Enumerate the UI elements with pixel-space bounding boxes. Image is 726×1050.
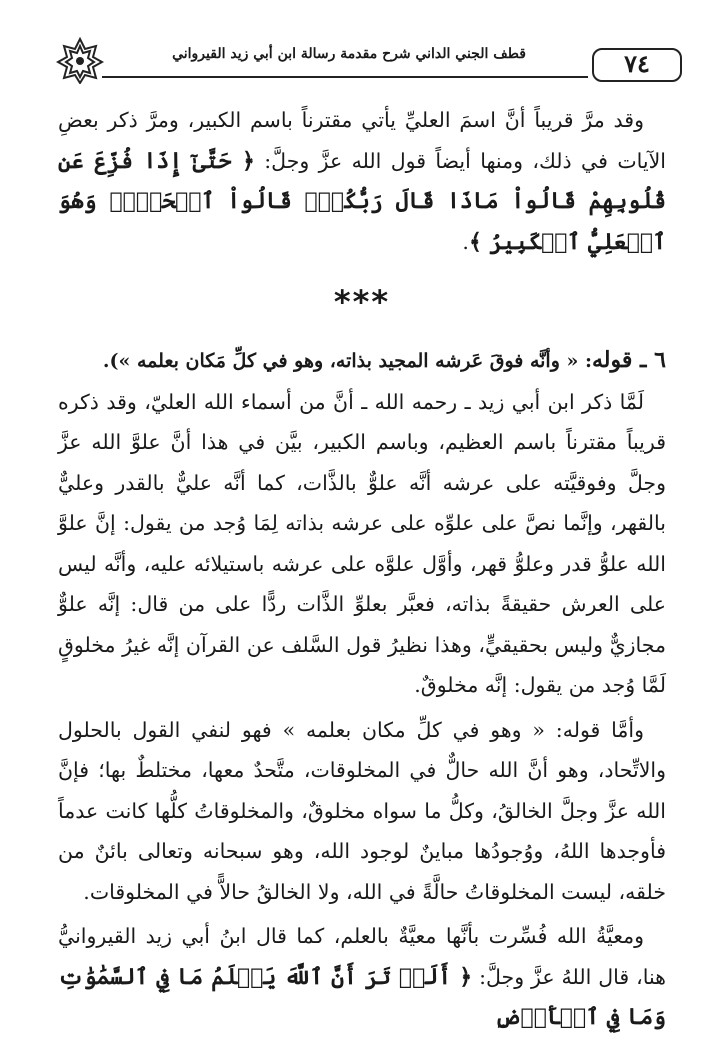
section-heading xyxy=(58,340,666,382)
paragraph-maiyya xyxy=(58,916,666,1038)
page-header xyxy=(56,36,682,86)
heading-label: ٦ ـ قوله xyxy=(592,347,666,373)
book-title: قطف الجني الداني شرح مقدمة رسالة ابن أبي زيد القيرواني xyxy=(172,46,526,62)
page-body xyxy=(58,100,666,1038)
paragraph-text: وقد مرَّ قريباً أنَّ اسمَ العليِّ يأتي مقترناً باسم الكبير، ومرَّ ذكر بعضِ الآيات في ذلك، ومنها أيضاً قول الله عزَّ وجلَّ: xyxy=(58,108,666,173)
quran-verse: ﴿ أَلَمۡ تَرَ أَنَّ ٱللَّهَ يَعۡلَمُ مَا فِي ٱلسَّمَٰوَٰتِ وَمَا فِي ٱلۡأَرۡضِ xyxy=(58,963,666,1030)
paragraph-text: ومعيَّةُ الله فُسِّرت بأنَّها معيَّةٌ بالعلم، كما قال ابنُ أبي زيد القيروانيُّ هنا، قال اللهُ عزَّ وجلَّ: xyxy=(58,924,666,989)
heading-quote: : « وأنَّه فوقَ عَرشه المجيد بذاته، وهو في كلِّ مَكان بعلمه »). xyxy=(102,350,593,372)
star-ornament-icon xyxy=(56,36,104,84)
section-separator: *** xyxy=(333,283,391,321)
header-divider xyxy=(102,76,588,78)
paragraph-end: . xyxy=(462,229,469,254)
quran-verse: ﴿ حَتَّىٰٓ إِذَا فُزِّعَ عَن قُلُوبِهِمْ قَالُواْ مَاذَا قَالَ رَبُّكُمْۖ قَالُواْ ٱلۡحَقَّۖ وَهُوَ ٱلۡعَلِيُّ ٱلۡكَبِيرُ ﴾ xyxy=(58,147,666,255)
paragraph-explanation: لَمَّا ذكر ابن أبي زيد ـ رحمه الله ـ أنَّ من أسماء الله العليّ، وقد ذكره قريباً مقترناً باسم العظيم، وباسم الكبير، بيَّن في هذا أنَّ علوَّ الله عزَّ وجلَّ وفوقيَّته على عرشه أنَّه علوٌّ بالذَّات، كما أنَّه عليٌّ بالقدر وعليٌّ بالقهر، وإنَّما نصَّ على علوِّه على عرشه بذاته لِمَا وُجد من يقول: إنَّ علوَّ الله علوُّ قدر وعلوُّ قهر، وأوَّل علوَّه على عرشه باستيلائه عليه، وأنَّه ليس على العرش حقيقةً بذاته، فعبَّر بعلوِّ الذَّات ردًّا على من قال: إنَّه علوٌّ مجازيٌّ وليس بحقيقيٍّ، وهذا نظيرُ قول السَّلف عن القرآن إنَّه غيرُ مخلوقٍ لَمَّا وُجد من يقول: إنَّه مخلوقٌ. xyxy=(58,389,666,697)
paragraph-intro xyxy=(58,100,666,262)
page-number: ٧٤ xyxy=(592,48,682,82)
paragraph-hulul: وأمَّا قوله: « وهو في كلِّ مكان بعلمه » فهو لنفي القول بالحلول والاتِّحاد، وهو أنَّ الله حالٌّ في المخلوقات، متَّحدٌ معها، مختلطٌ بها؛ فإنَّ الله عزَّ وجلَّ الخالقُ، وكلُّ ما سواه مخلوقٌ، والمخلوقاتُ كلُّها كانت عدماً فأوجدها اللهُ، ووُجودُها مباينٌ لوجود الله، وهو سبحانه وتعالى بائنٌ من خلقه، ليست المخلوقاتُ حالَّةً في الله، ولا الخالقُ حالاًّ في المخلوقات. xyxy=(58,717,666,904)
